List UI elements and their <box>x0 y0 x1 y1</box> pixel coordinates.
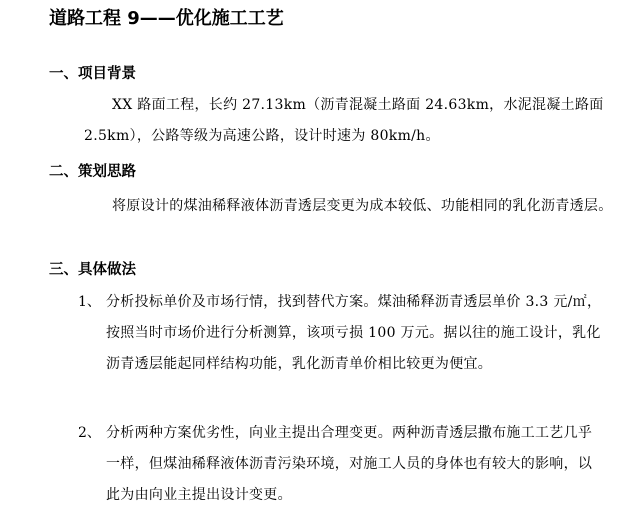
section-heading-background: 一、项目背景 <box>49 66 136 82</box>
section-heading-method: 三、具体做法 <box>49 262 136 278</box>
section-body-background: XX 路面工程，长约 27.13km（沥青混凝土路面 24.63km，水泥混凝土路面 2.5km），公路等级为高速公路，设计时速为 80km/h。 <box>84 97 604 144</box>
section-heading-planning: 二、策划思路 <box>49 164 136 180</box>
document-title: 道路工程 9——优化施工工艺 <box>49 8 284 29</box>
section-body-planning: 将原设计的煤油稀释液体沥青透层变更为成本较低、功能相同的乳化沥青透层。 <box>112 198 613 214</box>
list-item-text: 分析投标单价及市场行情，找到替代方案。煤油稀释沥青透层单价 3.3 元/㎡，按照当时市场价进行分析测算，该项亏损 100 万元。据以往的施工设计，乳化沥青透层能起同样结构功能，乳化沥青单价相比较更为便宜。 <box>106 294 602 372</box>
list-item-number: 2、 <box>78 425 101 441</box>
list-item-number: 1、 <box>78 294 101 310</box>
list-item-text: 分析两种方案优劣性，向业主提出合理变更。两种沥青透层撒布施工工艺几乎一样，但煤油稀释液体沥青污染环境，对施工人员的身体也有较大的影响，以此为由向业主提出设计变更。 <box>106 425 593 503</box>
